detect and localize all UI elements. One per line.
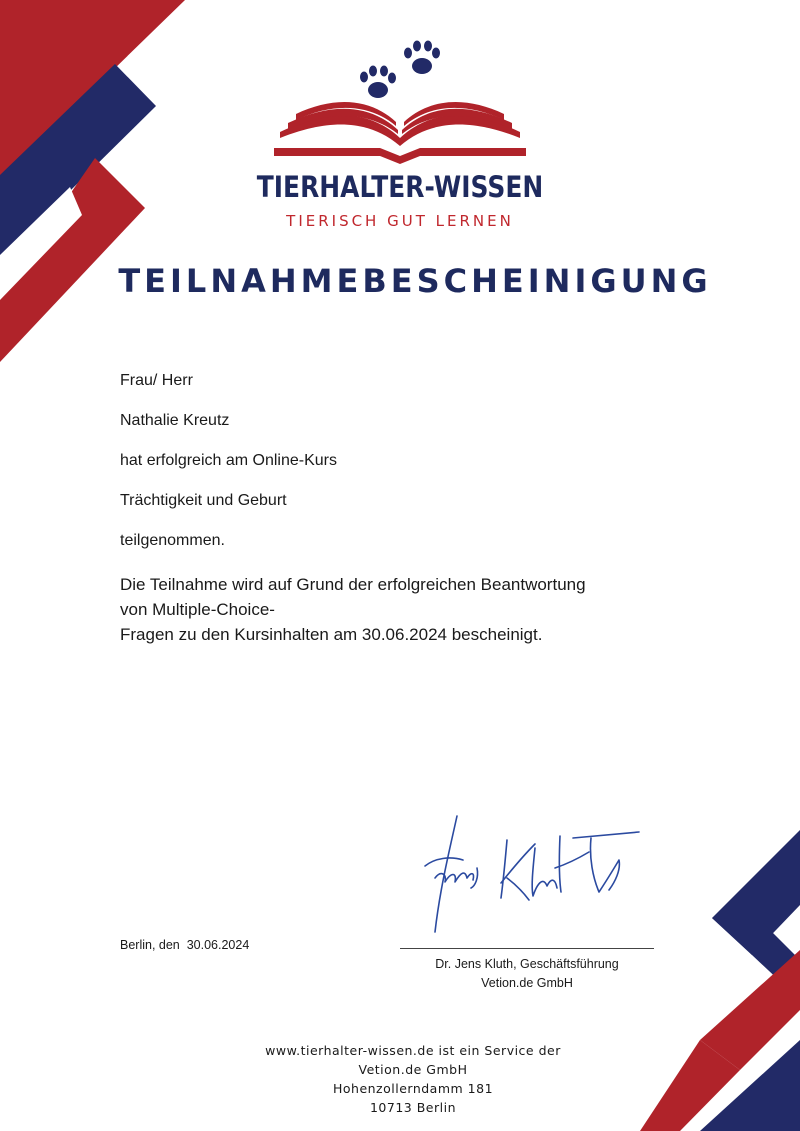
course-intro: hat erfolgreich am Online-Kurs [120,452,337,469]
footer-line: Vetion.de GmbH [358,1062,468,1077]
footer-line: 10713 Berlin [369,1100,456,1115]
brand-name: TIERHALTER-WISSEN [256,170,544,204]
handwritten-signature [395,808,645,938]
place-and-date: Berlin, den 30.06.2024 [120,938,250,952]
footer-line: www.tierhalter-wissen.de ist ein Service der [265,1043,561,1058]
course-title: Trächtigkeit und Geburt [120,492,287,509]
paw-icon [404,41,440,75]
tierhalter-wissen-logo [270,30,530,170]
statement-line: Fragen zu den Kursinhalten am 30.06.2024 bescheinigt. [120,625,543,644]
footer-address [0,1041,800,1117]
participant-name: Nathalie Kreutz [120,412,230,429]
course-outro: teilgenommen. [120,532,225,549]
signer-name: Dr. Jens Kluth, Geschäftsführung [435,957,619,971]
signature-line [400,948,654,949]
paw-icon [360,66,396,99]
brand-tagline: TIERISCH GUT LERNEN [286,212,514,230]
salutation: Frau/ Herr [120,372,193,389]
statement-line: Die Teilnahme wird auf Grund der erfolgreichen Beantwortung [120,575,586,594]
completion-statement [120,572,586,647]
footer-line: Hohenzollerndamm 181 [332,1081,494,1096]
statement-line: von Multiple-Choice- [120,600,275,619]
signer-company: Vetion.de GmbH [481,976,573,990]
open-book-icon [274,102,526,164]
certificate-title: TEILNAHMEBESCHEINIGUNG [118,262,712,300]
